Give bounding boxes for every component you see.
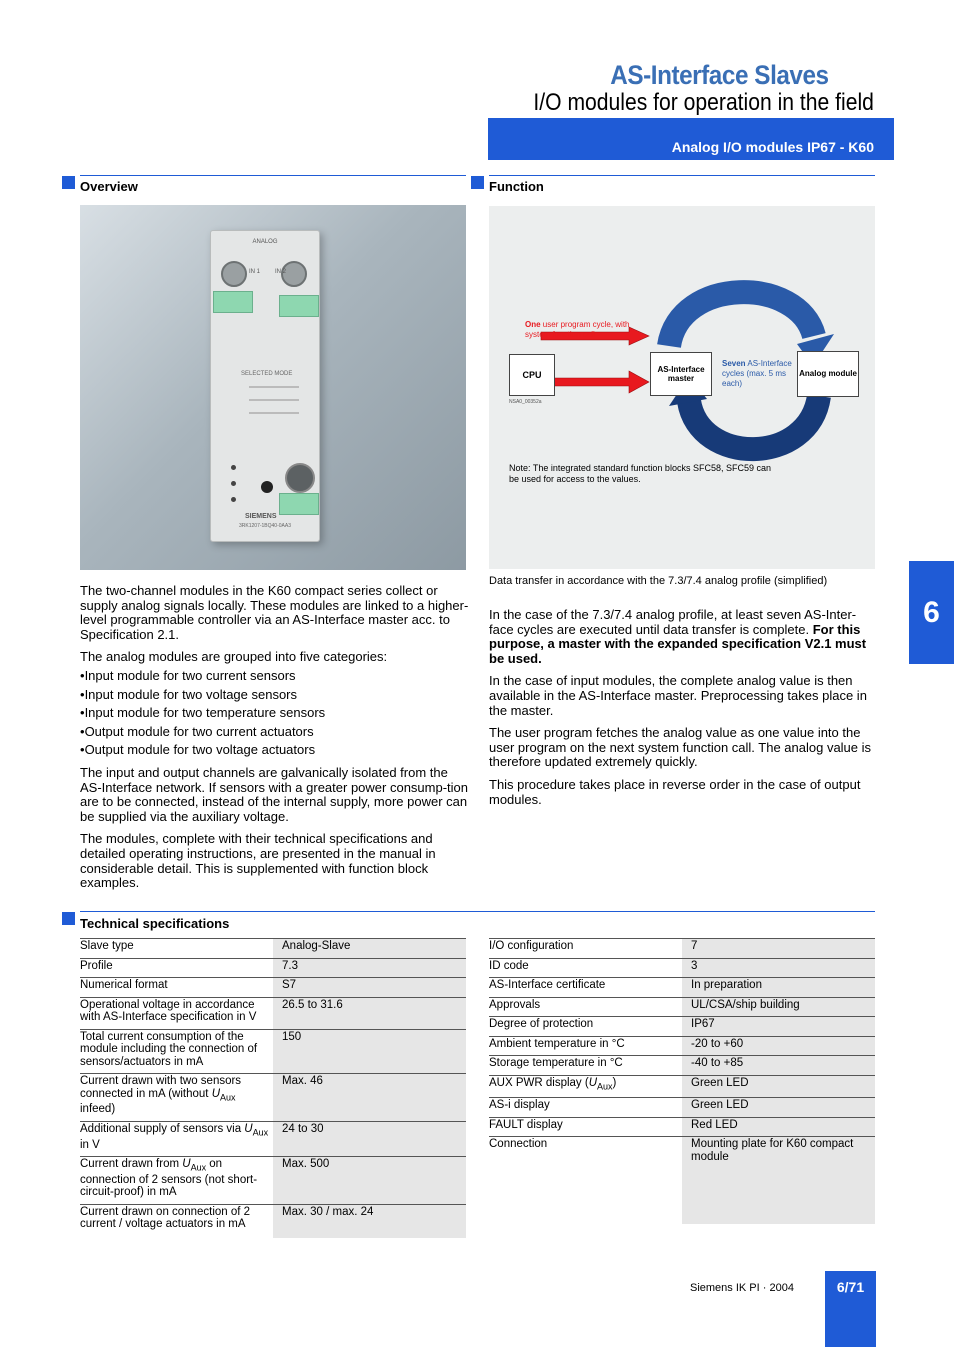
spec-label: Additional supply of sensors via $U_{Aux}$ in V [80, 1121, 273, 1156]
led-1-icon [231, 465, 236, 470]
tech-rule [80, 911, 875, 912]
spec-label: FAULT display [489, 1117, 682, 1137]
spec-row [489, 978, 875, 998]
spec-label: Approvals [489, 997, 682, 1017]
order-number-label: 3RK1207-1BQ40-0AA3 [239, 523, 291, 529]
section-bar [488, 118, 894, 160]
cycle-arrow-top [669, 292, 814, 346]
spec-label: Profile [80, 958, 273, 978]
spec-value: Max. 30 / max. 24 [273, 1204, 466, 1238]
spec-label: Storage temperature in °C [489, 1056, 682, 1076]
spec-row [80, 958, 466, 978]
bullet-text: Input module for two temperature sensors [84, 705, 326, 721]
spec-label: Numerical format [80, 978, 273, 998]
spec-value: 26.5 to 31.6 [273, 997, 466, 1029]
chapter-tab: 6 [909, 561, 954, 664]
spec-label: Operational voltage in accordance with AS-Interface specification in V [80, 997, 273, 1029]
spec-label: Current drawn on connection of 2 current / voltage actuators in mA [80, 1204, 273, 1238]
tech-heading: Technical specifications [80, 916, 230, 931]
spec-row [80, 1074, 466, 1122]
analog-module-image [210, 230, 320, 542]
spec-row [489, 1075, 875, 1098]
spec-row [80, 997, 466, 1029]
spec-label: ID code [489, 958, 682, 978]
spec-label: Current drawn with two sensors connected in mA (without $U_{Aux}$ infeed) [80, 1074, 273, 1122]
analog-module-box: Analog module [797, 351, 859, 397]
diagram-caption: Data transfer in accordance with the 7.3/7.4 analog profile (simplified) [489, 575, 828, 587]
spec-row [80, 1121, 466, 1156]
spec-value: Green LED [682, 1075, 875, 1098]
spec-label: Current drawn from $U_{Aux}$ on connection of 2 sensors (not short-circuit-proof) in mA [80, 1157, 273, 1205]
in2-label: IN 2 [275, 269, 287, 275]
spec-label: Total current consumption of the module including the connection of sensors/actuators in mA [80, 1029, 273, 1074]
spec-value: Max. 46 [273, 1074, 466, 1122]
seven-cycle-text [722, 359, 798, 389]
spec-value: -40 to +85 [682, 1056, 875, 1076]
bullet-item: •Input module for two temperature sensors [80, 705, 326, 721]
page-number-box [825, 1271, 876, 1347]
function-marker [471, 176, 484, 189]
spec-row [489, 1017, 875, 1037]
overview-heading: Overview [80, 179, 138, 194]
overview-marker [62, 176, 75, 189]
spec-row [489, 1117, 875, 1137]
function-rule [489, 175, 875, 176]
seven-text: AS-Interface cycles (max. 5 ms each) [722, 359, 792, 388]
address-knob-icon [285, 463, 315, 493]
bullet-item: •Output module for two current actuators [80, 723, 314, 739]
spec-label: Ambient temperature in °C [489, 1036, 682, 1056]
overview-text [80, 584, 470, 899]
label-plate-3 [279, 493, 319, 515]
function-diagram [489, 206, 875, 569]
bullet-item: •Input module for two voltage sensors [80, 686, 298, 702]
bullet-item: •Output module for two voltage actuators [80, 742, 316, 758]
bullet-text: Output module for two current actuators [84, 723, 314, 739]
spec-value: In preparation [682, 978, 875, 998]
function-text [489, 608, 879, 815]
spec-row [489, 958, 875, 978]
function-p1-bold: For this purpose, a master with the expanded specification V2.1 must be used. [489, 621, 867, 666]
spec-value: UL/CSA/ship building [682, 997, 875, 1017]
in1-label: IN 1 [249, 269, 261, 275]
one-text: user program cycle, with system function call [525, 320, 630, 339]
spec-table-right [489, 938, 875, 1224]
spec-row [489, 1056, 875, 1076]
bullet-item: •Input module for two current sensors [80, 667, 296, 683]
overview-p2: The analog modules are grouped into five categories: [80, 649, 388, 665]
spec-value: S7 [273, 978, 466, 998]
spec-value: 7.3 [273, 958, 466, 978]
function-p3: The user program fetches the analog value as one value into the user program on the next system function call. The analog value is therefore updated extremely quickly. [489, 725, 872, 770]
cpu-box: CPU [509, 354, 555, 396]
tech-marker [62, 912, 75, 925]
spec-label: Slave type [80, 939, 273, 959]
spec-value: Max. 500 [273, 1157, 466, 1205]
cycle-arrow-bottom [689, 396, 819, 449]
spec-label: AS-Interface certificate [489, 978, 682, 998]
spec-row [80, 939, 466, 959]
mode-line-2 [249, 399, 299, 401]
function-heading: Function [489, 179, 544, 194]
label-plate-2 [279, 295, 319, 317]
spec-value: -20 to +60 [682, 1036, 875, 1056]
product-photo [80, 205, 466, 570]
spec-label: I/O configuration [489, 939, 682, 959]
diagram-note: Note: The integrated standard function blocks SFC58, SFC59 can be used for access to the values. [509, 463, 771, 484]
connector-1-icon [221, 261, 247, 287]
function-p2: In the case of input modules, the complete analog value is then available in the AS-Interface master. Preprocessing takes place in the master. [489, 673, 867, 718]
function-p1 [489, 608, 879, 666]
spec-value: Red LED [682, 1117, 875, 1137]
spec-label: Degree of protection [489, 1017, 682, 1037]
led-2-icon [231, 481, 236, 486]
spec-row [489, 1036, 875, 1056]
overview-rule [80, 175, 466, 176]
mode-label: SELECTED MODE [241, 371, 293, 377]
page-subtitle: I/O modules for operation in the field [533, 89, 874, 116]
overview-p1: The two-channel modules in the K60 compact series collect or supply analog signals locally. These modules are linked to a higher-level programmable controller via an AS-Interface master acc. to Specification 2.1. [80, 583, 469, 642]
bullet-text: Output module for two voltage actuators [84, 742, 316, 758]
one-label: One [525, 320, 541, 329]
function-p1-text: In the case of the 7.3/7.4 analog profile, at least seven AS-Inter-face cycles are executed until data transfer is complete. [489, 607, 857, 637]
one-cycle-text [525, 320, 635, 340]
spec-value: Green LED [682, 1098, 875, 1118]
function-p4: This procedure takes place in reverse order in the case of output modules. [489, 776, 861, 807]
spec-value: IP67 [682, 1017, 875, 1037]
spec-label: Connection [489, 1137, 682, 1225]
spec-value: 3 [682, 958, 875, 978]
overview-p3: The input and output channels are galvanically isolated from the AS-Interface network. If sensors with a greater power consump-tion are to be connected, instead of the internal supply, more power can be supplied via the auxiliary voltage. [80, 764, 469, 824]
bullet-text: Input module for two current sensors [84, 667, 296, 683]
label-plate-1 [213, 291, 253, 313]
brand-label: SIEMENS [245, 513, 277, 520]
section-title: Analog I/O modules IP67 - K60 [671, 139, 874, 155]
spec-label: AS-i display [489, 1098, 682, 1118]
footer-publisher: Siemens IK PI · 2004 [690, 1282, 794, 1294]
mode-line-1 [249, 386, 299, 388]
red-arrow-2 [541, 371, 649, 393]
spec-row [80, 1029, 466, 1074]
page-title: AS-Interface Slaves [610, 60, 829, 90]
spec-row [80, 1204, 466, 1238]
spec-value: Analog-Slave [273, 939, 466, 959]
spec-row [489, 997, 875, 1017]
diagram-ref: NSA0_00352a [509, 399, 542, 405]
master-box: AS-Interface master [650, 352, 712, 396]
spec-value: Mounting plate for K60 compact module [682, 1137, 875, 1225]
spec-row [489, 1098, 875, 1118]
spec-row [80, 1157, 466, 1205]
overview-p4: The modules, complete with their technical specifications and detailed operating instructions, are presented in the manual in considerable detail. This is supplemented with function block examples. [80, 831, 436, 891]
page-number: 6/71 [836, 1279, 865, 1295]
bullet-text: Input module for two voltage sensors [84, 686, 298, 702]
spec-label: AUX PWR display $(U_{Aux})$ [489, 1075, 682, 1098]
spec-value: 7 [682, 939, 875, 959]
seven-label: Seven [722, 359, 746, 368]
address-socket-icon [261, 481, 273, 493]
spec-row [80, 978, 466, 998]
spec-table-left [80, 938, 466, 1238]
spec-value: 24 to 30 [273, 1121, 466, 1156]
mode-line-3 [249, 412, 299, 414]
led-3-icon [231, 497, 236, 502]
spec-row [489, 1137, 875, 1225]
module-top-label: ANALOG [252, 239, 278, 245]
spec-row [489, 939, 875, 959]
spec-value: 150 [273, 1029, 466, 1074]
